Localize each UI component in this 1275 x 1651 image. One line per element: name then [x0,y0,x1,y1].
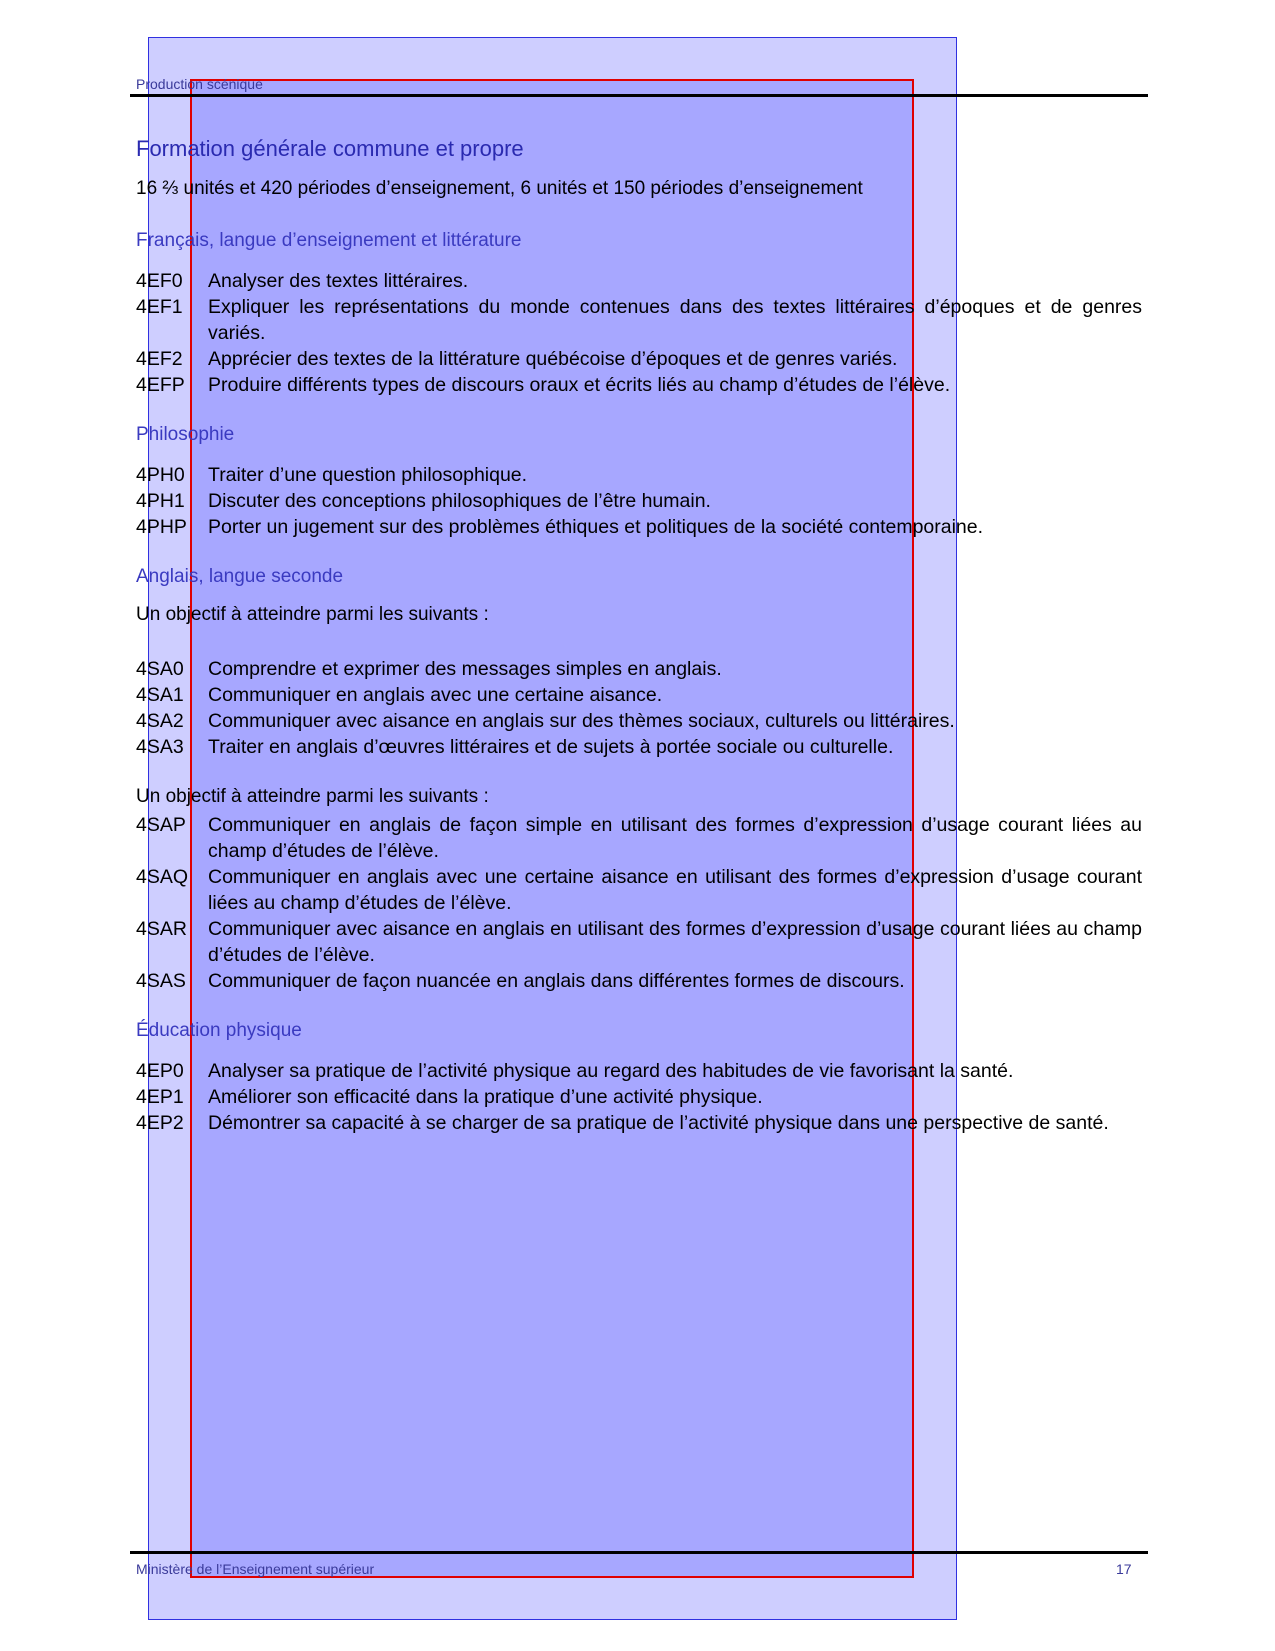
choice-instruction: Un objectif à atteindre parmi les suivants : [136,786,489,807]
item-code: 4PH0 [136,464,185,486]
item-text: Communiquer en anglais avec une certaine aisance en utilisant des formes d’expression d’usage courant liées au champ d’études de l’élève. [208,866,1142,914]
item-text: Comprendre et exprimer des messages simples en anglais. [208,658,722,680]
item-code: 4SAS [136,970,186,992]
item-text: Apprécier des textes de la littérature québécoise d’époques et de genres variés. [208,348,898,370]
item-text: Discuter des conceptions philosophiques de l’être humain. [208,490,711,512]
item-text: Améliorer son efficacité dans la pratique d’une activité physique. [208,1086,763,1108]
item-code: 4SAQ [136,866,189,888]
item-code: 4SA0 [136,658,184,680]
item-text: Analyser sa pratique de l’activité physique au regard des habitudes de vie favorisant la santé. [208,1060,1014,1082]
item-text: Expliquer les représentations du monde contenues dans des textes littéraires d’époques et de genres variés. [208,296,1142,344]
page-title: Formation générale commune et propre [136,136,524,161]
item-text: Produire différents types de discours oraux et écrits liés au champ d’études de l’élève. [208,374,951,396]
section-heading-anglais: Anglais, langue seconde [136,566,344,587]
item-code: 4SA3 [136,736,184,758]
section-heading-education-physique: Éducation physique [136,1020,302,1041]
item-code: 4EF1 [136,296,183,318]
choice-instruction: Un objectif à atteindre parmi les suivants : [136,604,489,625]
item-code: 4EFP [136,374,185,396]
item-code: 4SA1 [136,684,184,706]
page-number: 17 [1116,1561,1132,1577]
item-text: Communiquer de façon nuancée en anglais dans différentes formes de discours. [208,970,905,992]
item-text: Traiter d’une question philosophique. [208,464,528,486]
header-rule [130,94,1148,97]
footer-rule [130,1551,1148,1554]
item-text: Communiquer avec aisance en anglais en utilisant des formes d’expression d’usage courant liées au champ d’études de l’élève. [208,918,1142,966]
item-text: Communiquer avec aisance en anglais sur des thèmes sociaux, culturels ou littéraires. [208,710,955,732]
footer-ministry: Ministère de l’Enseignement supérieur [136,1561,375,1577]
item-text: Traiter en anglais d’œuvres littéraires et de sujets à portée sociale ou culturelle. [208,736,894,758]
item-code: 4PH1 [136,490,185,512]
section-heading-philosophie: Philosophie [136,424,235,445]
item-code: 4SAP [136,814,186,836]
item-code: 4SA2 [136,710,184,732]
item-text: Démontrer sa capacité à se charger de sa pratique de l’activité physique dans une perspective de santé. [208,1112,1109,1134]
section-heading-francais: Français, langue d’enseignement et littérature [136,230,522,251]
item-code: 4EF2 [136,348,183,370]
running-header: Production scénique [136,76,263,92]
item-text: Analyser des textes littéraires. [208,270,469,292]
item-text: Porter un jugement sur des problèmes éthiques et politiques de la société contemporaine. [208,516,984,538]
units-summary: 16 ⅔ unités et 420 périodes d’enseignement, 6 unités et 150 périodes d’enseignement [136,178,863,199]
item-code: 4EF0 [136,270,183,292]
item-code: 4EP1 [136,1086,184,1108]
item-code: 4SAR [136,918,187,940]
item-text: Communiquer en anglais avec une certaine aisance. [208,684,663,706]
item-text: Communiquer en anglais de façon simple en utilisant des formes d’expression d’usage courant liées au champ d’études de l’élève. [208,814,1142,862]
item-code: 4EP0 [136,1060,184,1082]
item-code: 4EP2 [136,1112,184,1134]
item-code: 4PHP [136,516,187,538]
